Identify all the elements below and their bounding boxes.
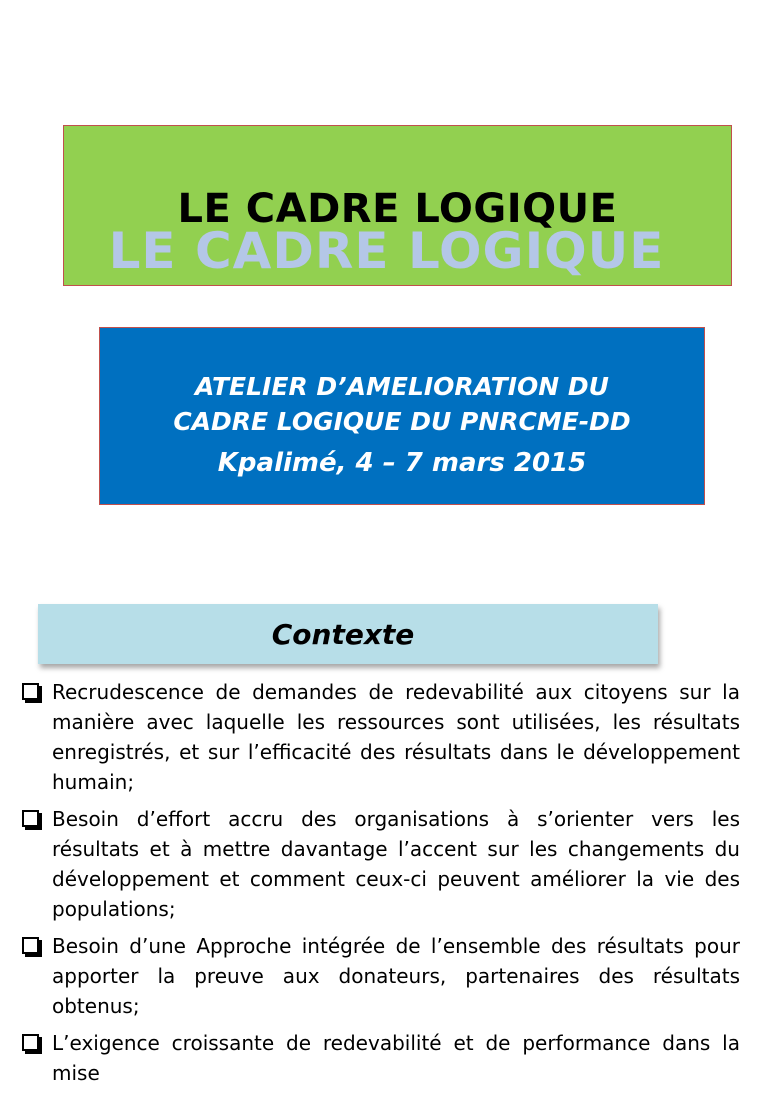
- subtitle-line-2: CADRE LOGIQUE DU PNRCME-DD: [173, 407, 631, 436]
- subtitle-line-1: ATELIER D’AMELIORATION DU: [195, 372, 609, 401]
- checkbox-bullet-icon: [22, 937, 39, 954]
- bullet-text: Besoin d’effort accru des organisations à s’orienter vers les résultats et à mettre davantage l’accent sur les changements du développement et comment ceux-ci peuvent améliorer la vie des populations;: [52, 807, 740, 921]
- slide-title: LE CADRE LOGIQUE: [177, 186, 618, 232]
- context-heading: Contexte: [271, 618, 415, 651]
- bullet-text: L’exigence croissante de redevabilité et de performance dans la mise: [52, 1031, 740, 1085]
- checkbox-bullet-icon: [22, 1034, 39, 1051]
- subtitle-date: Kpalimé, 4 – 7 mars 2015: [217, 448, 587, 478]
- context-bullet-list: [18, 677, 740, 1095]
- bullet-text: Besoin d’une Approche intégrée de l’ensemble des résultats pour apporter la preuve aux donateurs, partenaires des résultats obtenus;: [52, 934, 740, 1018]
- list-item: [18, 677, 740, 797]
- slide-title-shadow: LE CADRE LOGIQUE: [108, 222, 665, 280]
- bullet-text: Recrudescence de demandes de redevabilité aux citoyens sur la manière avec laquelle les ressources sont utilisées, les résultats enregistrés, et sur l’efficacité des résultats dans le développement humain;: [52, 680, 740, 794]
- checkbox-bullet-icon: [22, 683, 39, 700]
- subtitle-banner: [99, 327, 705, 505]
- list-item: [18, 931, 740, 1021]
- list-item: [18, 804, 740, 924]
- checkbox-bullet-icon: [22, 810, 39, 827]
- list-item: [18, 1028, 740, 1088]
- title-banner: [63, 125, 732, 286]
- context-heading-box: [38, 604, 658, 664]
